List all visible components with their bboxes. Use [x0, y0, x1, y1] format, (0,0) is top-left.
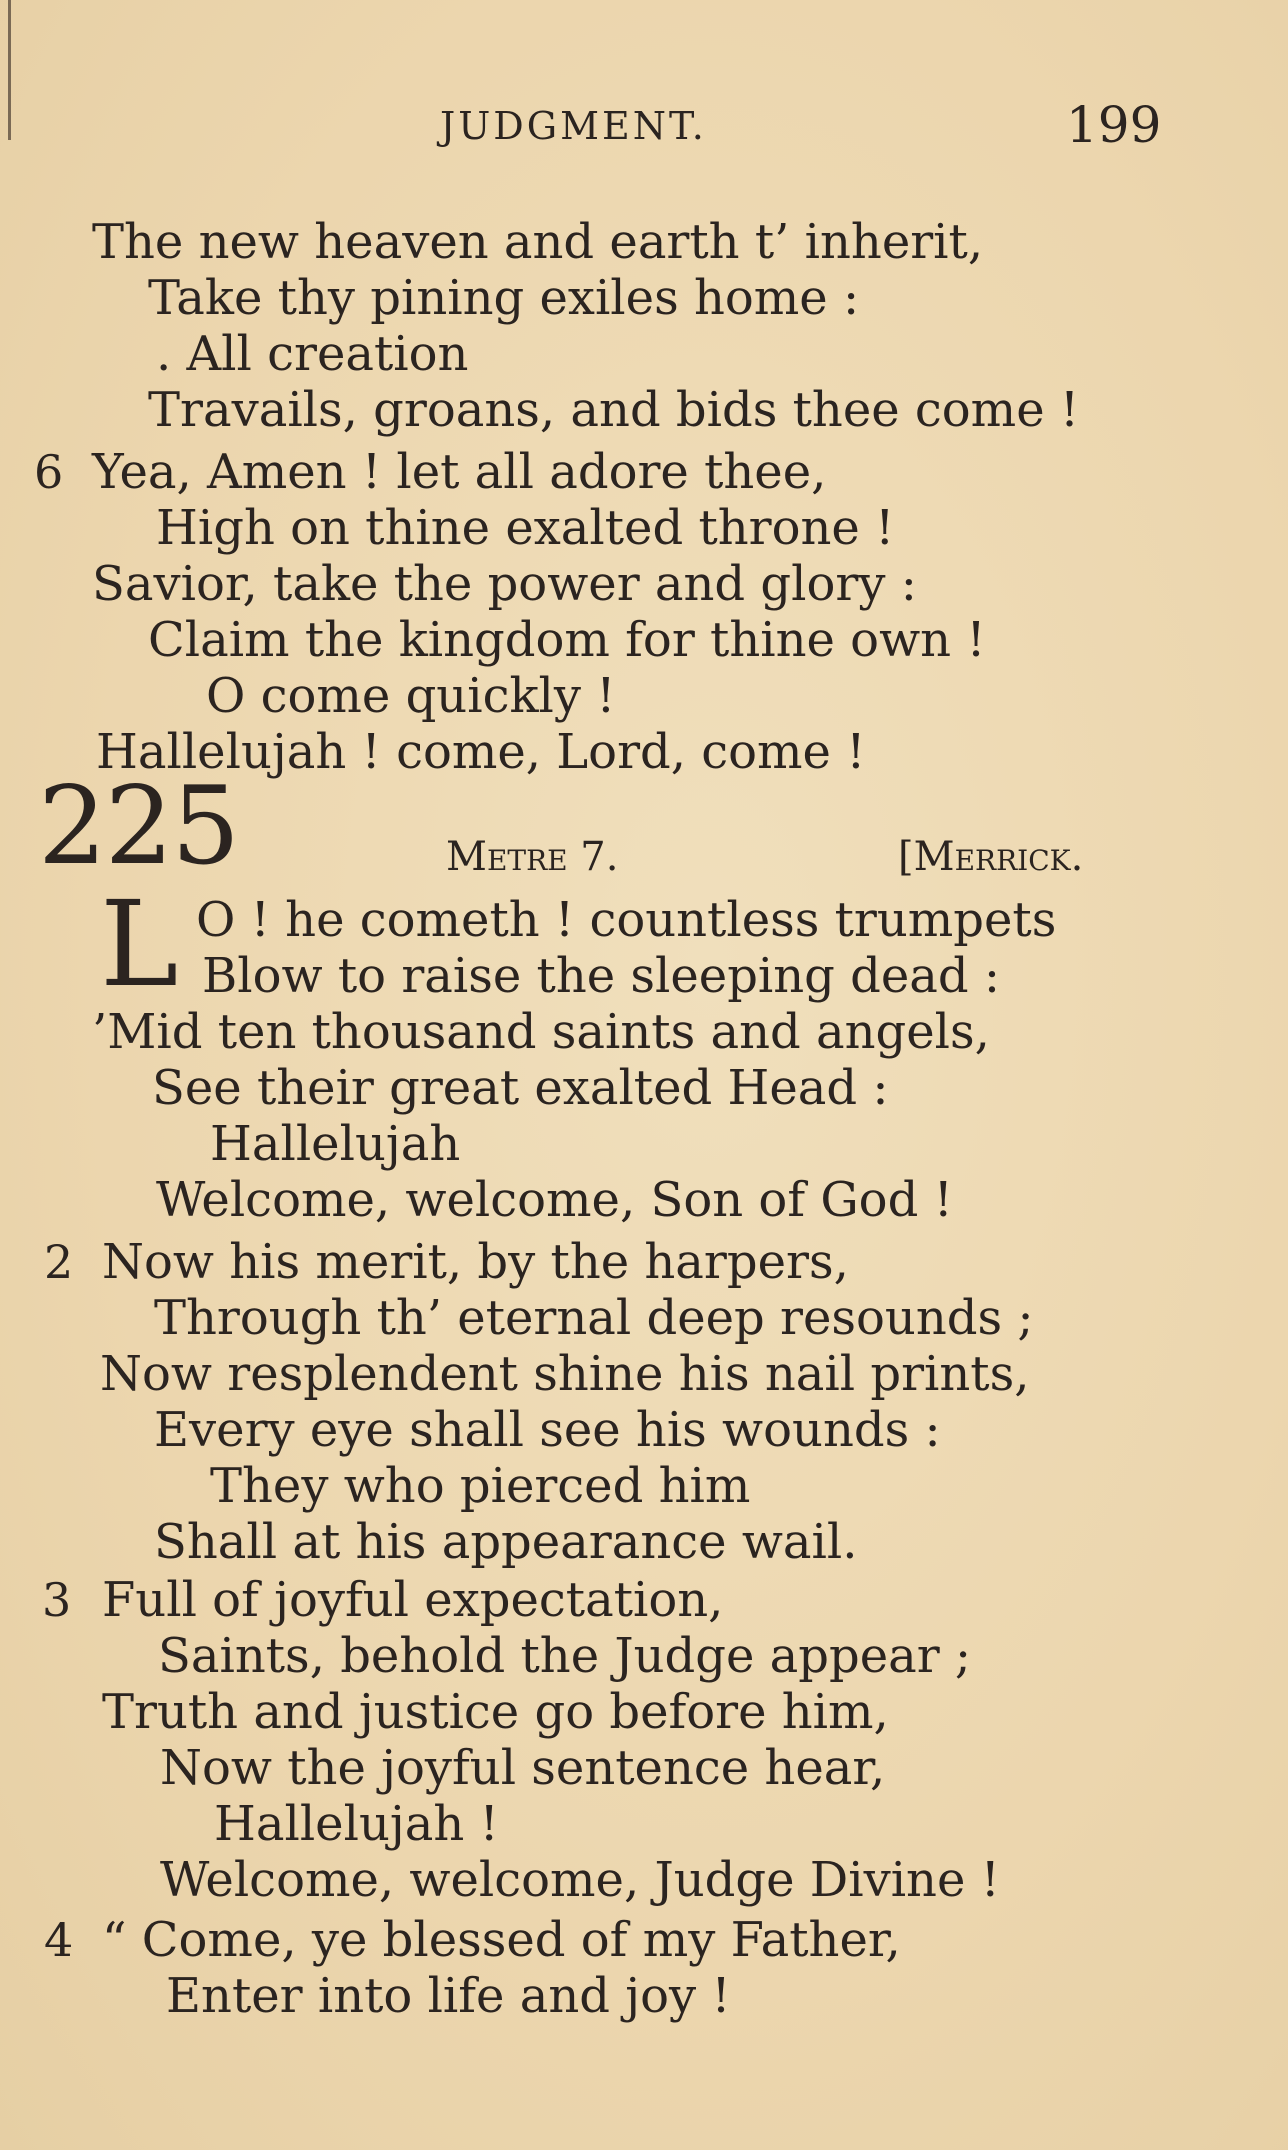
verse-number: 4: [44, 1913, 74, 1967]
hymn-tune: [Merrick.: [898, 834, 1084, 880]
page-spine-edge: [8, 0, 11, 140]
page-number: 199: [1066, 96, 1162, 154]
verse-line: ’Mid ten thousand saints and angels,: [92, 1004, 990, 1060]
verse-line: See their great exalted Head :: [152, 1060, 889, 1116]
verse-line: They who pierced him: [210, 1458, 751, 1514]
verse-line: O ! he cometh ! countless trumpets: [196, 892, 1057, 948]
running-header: JUDGMENT.: [440, 104, 707, 148]
verse-line: Yea, Amen ! let all adore thee,: [92, 444, 827, 500]
verse-line: Blow to raise the sleeping dead :: [202, 948, 1001, 1004]
verse-line: Welcome, welcome, Judge Divine !: [160, 1852, 1000, 1908]
verse-line: Hallelujah: [210, 1116, 461, 1172]
verse-line: Hallelujah !: [214, 1796, 499, 1852]
verse-line: Truth and justice go before him,: [102, 1684, 889, 1740]
verse-number: 2: [44, 1235, 74, 1289]
verse-line: Now his merit, by the harpers,: [102, 1234, 849, 1290]
verse-number: 3: [42, 1573, 72, 1627]
verse-line: Travails, groans, and bids thee come !: [148, 382, 1080, 438]
hymn-metre: Metre 7.: [446, 834, 619, 880]
verse-line: The new heaven and earth t’ inherit,: [92, 214, 984, 270]
verse-line: Now resplendent shine his nail prints,: [100, 1346, 1030, 1402]
verse-line: Hallelujah ! come, Lord, come !: [96, 724, 866, 780]
verse-line: Saints, behold the Judge appear ;: [158, 1628, 972, 1684]
verse-number: 6: [34, 445, 64, 499]
verse-line: . All creation: [156, 326, 469, 382]
verse-line: “ Come, ye blessed of my Father,: [102, 1912, 901, 1968]
verse-line: Every eye shall see his wounds :: [154, 1402, 941, 1458]
verse-line: Full of joyful expectation,: [102, 1572, 724, 1628]
drop-cap: L: [100, 875, 179, 1013]
hymn-number: 225: [38, 764, 239, 889]
verse-line: Shall at his appearance wail.: [154, 1514, 858, 1570]
verse-line: High on thine exalted throne !: [156, 500, 895, 556]
verse-line: Through th’ eternal deep resounds ;: [154, 1290, 1034, 1346]
verse-line: Take thy pining exiles home :: [148, 270, 860, 326]
verse-line: Savior, take the power and glory :: [92, 556, 917, 612]
verse-line: Now the joyful sentence hear,: [160, 1740, 886, 1796]
verse-line: Claim the kingdom for thine own !: [148, 612, 986, 668]
verse-line: Welcome, welcome, Son of God !: [156, 1172, 953, 1228]
verse-line: Enter into life and joy !: [166, 1968, 731, 2024]
verse-line: O come quickly !: [206, 668, 616, 724]
